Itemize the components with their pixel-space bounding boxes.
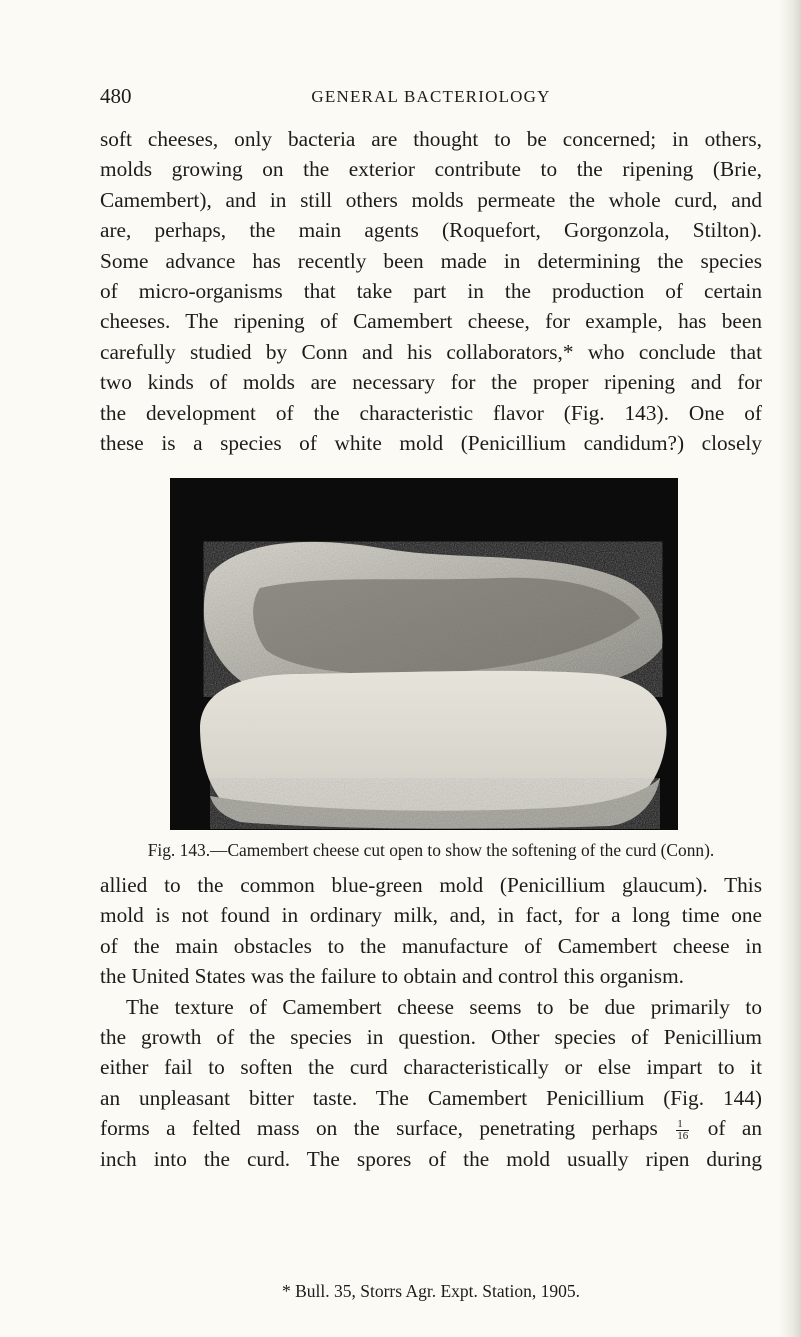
paragraph-2-3 bbox=[100, 870, 762, 1174]
fraction-numerator: 1 bbox=[676, 1119, 689, 1131]
text-line: an unpleasant bitter taste. The Camembert Penicillium (Fig. 144) bbox=[100, 1085, 762, 1110]
page-edge-shadow bbox=[779, 0, 801, 1337]
text-segment: forms a felted mass on the surface, penetrating perhaps bbox=[100, 1116, 658, 1141]
text-line: two kinds of molds are necessary for the proper ripening and for bbox=[100, 370, 762, 395]
fraction bbox=[676, 1119, 689, 1142]
text-line: the development of the characteristic flavor (Fig. 143). One of bbox=[100, 400, 762, 425]
paragraph-1 bbox=[100, 124, 762, 458]
text-line: molds growing on the exterior contribute to the ripening (Brie, bbox=[100, 157, 762, 182]
fraction-denominator: 16 bbox=[677, 1130, 689, 1143]
text-line-with-fraction bbox=[100, 1113, 762, 1143]
text-line: either fail to soften the curd characteristically or else impart to it bbox=[100, 1055, 762, 1080]
figure-caption: Fig. 143.—Camembert cheese cut open to show the softening of the curd (Conn). bbox=[147, 840, 715, 860]
text-line: Some advance has recently been made in determining the species bbox=[100, 248, 762, 273]
text-line: allied to the common blue-green mold (Penicillium glaucum). This bbox=[100, 873, 762, 897]
page-header bbox=[100, 84, 762, 112]
text-line: carefully studied by Conn and his collaborators,* who conclude that bbox=[100, 339, 762, 364]
text-line: the growth of the species in question. Other species of Penicillium bbox=[100, 1025, 762, 1050]
camembert-cheese-image bbox=[170, 478, 678, 830]
text-line: the United States was the failure to obtain and control this organism. bbox=[100, 964, 684, 989]
figure-camembert-photo bbox=[170, 478, 678, 830]
text-line: are, perhaps, the main agents (Roquefort, Gorgonzola, Stilton). bbox=[100, 218, 762, 243]
text-line: The texture of Camembert cheese seems to be due primarily to bbox=[126, 994, 762, 1019]
text-line: inch into the curd. The spores of the mold usually ripen during bbox=[100, 1146, 762, 1171]
running-head: GENERAL BACTERIOLOGY bbox=[311, 87, 551, 106]
text-line: cheeses. The ripening of Camembert cheese, for example, has been bbox=[100, 309, 762, 334]
text-line: these is a species of white mold (Penicillium candidum?) closely bbox=[100, 431, 762, 456]
text-line: Camembert), and in still others molds permeate the whole curd, and bbox=[100, 187, 762, 212]
text-line: of micro-organisms that take part in the production of certain bbox=[100, 279, 762, 304]
text-line: mold is not found in ordinary milk, and, in fact, for a long time one bbox=[100, 903, 762, 928]
footnote: * Bull. 35, Storrs Agr. Expt. Station, 1905. bbox=[281, 1281, 580, 1301]
text-line: soft cheeses, only bacteria are thought to be concerned; in others, bbox=[100, 127, 762, 151]
page-number: 480 bbox=[100, 84, 132, 108]
text-segment: of an bbox=[707, 1116, 762, 1141]
text-line: of the main obstacles to the manufacture of Camembert cheese in bbox=[100, 933, 762, 958]
